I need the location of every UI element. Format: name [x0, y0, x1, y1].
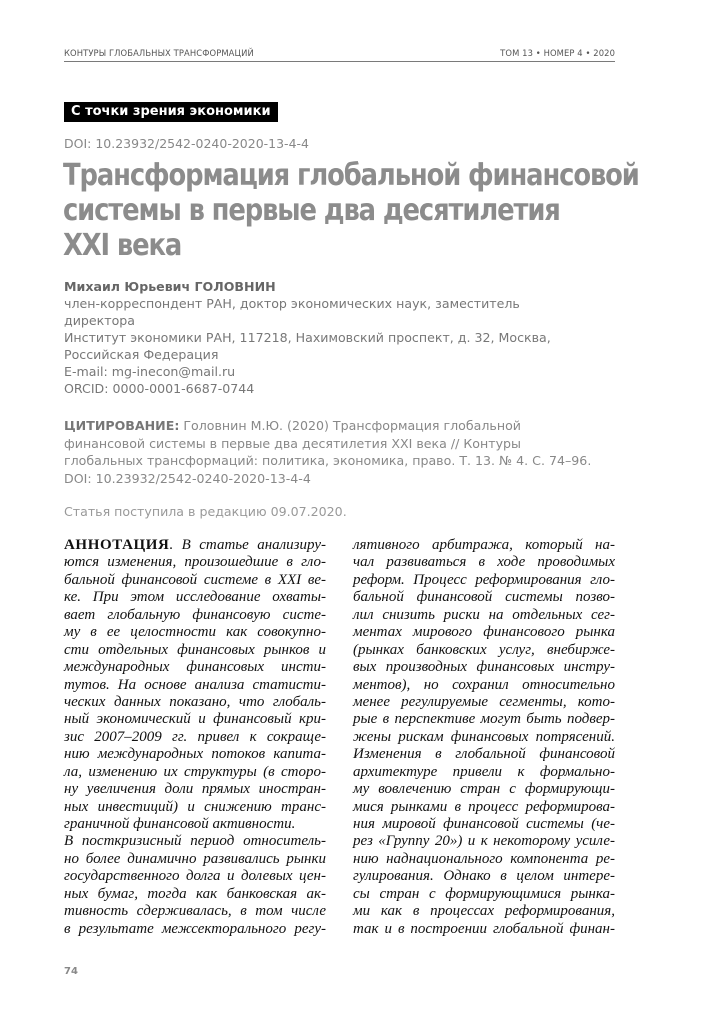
abstract-line: ных бумаг, тогда как банковская ак-: [64, 885, 326, 902]
abstract-column-right: [353, 537, 615, 938]
citation-line: глобальных трансформаций: политика, экономика, право. Т. 13. № 4. С. 74–96.: [64, 453, 592, 469]
abstract-line: рез «Группу 20») и к некоторому усиле-: [353, 833, 615, 850]
abstract-line: государственного долга и долевых цен-: [64, 868, 326, 885]
author-affiliation-line: директора: [64, 313, 135, 328]
doi: DOI: 10.23932/2542-0240-2020-13-4-4: [64, 136, 309, 151]
abstract-line: нию международных потоков капита-: [64, 746, 326, 763]
citation-doi: DOI: 10.23932/2542-0240-2020-13-4-4: [64, 471, 311, 487]
abstract-label: АННОТАЦИЯ: [64, 537, 170, 553]
citation-line: [64, 417, 624, 435]
abstract-line: ментов), но сохранил относительно: [353, 676, 615, 693]
received-date: Статья поступила в редакцию 09.07.2020.: [64, 504, 347, 519]
abstract-line: Изменения в глобальной финансовой: [353, 746, 615, 763]
abstract-text: . В статье анализиру-: [169, 537, 326, 553]
title-line: системы в первые два десятилетия: [63, 193, 560, 228]
abstract-line: но более динамично развивались рынки: [64, 850, 326, 867]
abstract-line: тивность сдерживалась, в том числе: [64, 903, 326, 920]
abstract-line: реформ. Процесс реформирования гло-: [353, 571, 615, 588]
author-affiliation-line: Российская Федерация: [64, 347, 219, 362]
abstract-line: ми как в процессах реформирования,: [353, 903, 615, 920]
abstract-line: В посткризисный период относитель-: [64, 833, 326, 850]
citation-block: [64, 417, 624, 488]
abstract-line: ческих данных показано, что глобаль-: [64, 693, 326, 710]
abstract-line: архитектуре привели к формально-: [353, 763, 615, 780]
article-title: [63, 158, 639, 263]
volume-issue: ТОМ 13 • НОМЕР 4 • 2020: [500, 48, 615, 58]
author-name: Михаил Юрьевич ГОЛОВНИН: [64, 279, 276, 294]
abstract-line: лятивного арбитража, который на-: [353, 537, 615, 553]
abstract-line: ке. При этом исследование охваты-: [64, 589, 326, 606]
author-affiliation-line: член-корреспондент РАН, доктор экономических наук, заместитель: [64, 296, 520, 311]
abstract-line: жены рискам финансовых потрясений.: [353, 728, 615, 745]
author-block: [64, 278, 604, 397]
running-head: [64, 47, 615, 62]
abstract-line: граничной финансовой активности.: [64, 816, 296, 832]
abstract-line: тутов. На основе анализа статисти-: [64, 676, 326, 693]
abstract-line: му вовлечению стран с формирующи-: [353, 781, 615, 798]
abstract-line: чал развиваться в ходе проводимых: [353, 554, 615, 571]
abstract-line: нию наднационального компонента ре-: [353, 850, 615, 867]
abstract-line: му в ее целостности как совокупно-: [64, 624, 326, 641]
abstract-line: гулирования. Однако в целом интере-: [353, 868, 615, 885]
abstract-line: ментах мирового финансового рынка: [353, 624, 615, 641]
abstract-line: зис 2007–2009 гг. привел к сокраще-: [64, 728, 326, 745]
abstract-line: рые в перспективе могут быть подвер-: [353, 711, 615, 728]
abstract-line: ных инвестиций) и снижению транс-: [64, 798, 326, 815]
citation-text: Головнин М.Ю. (2020) Трансформация глобальной: [179, 418, 521, 433]
abstract-line: (рынках банковских услуг, внебирже-: [353, 641, 615, 658]
abstract-line: ла, изменению их структуры (в сторо-: [64, 763, 326, 780]
abstract-line: ются изменения, произошедшие в гло-: [64, 554, 326, 571]
abstract-column-left: [64, 537, 326, 938]
author-email: E-mail: mg-inecon@mail.ru: [64, 364, 236, 379]
abstract-line: вает глобальную финансовую систе-: [64, 606, 326, 623]
abstract-line: сти отдельных финансовых рынков и: [64, 641, 326, 658]
abstract-line: ния мировой финансовой системы (че-: [353, 816, 615, 832]
citation-label: ЦИТИРОВАНИЕ:: [64, 418, 180, 433]
abstract-line: в результате межсекторального регу-: [64, 920, 326, 937]
abstract-line: менее регулируемые сегменты, кото-: [353, 693, 615, 710]
abstract-line: международных финансовых инсти-: [64, 659, 326, 676]
abstract-line: бальной финансовой системе в XXI ве-: [64, 571, 326, 588]
abstract-line: бальной финансовой системы позво-: [353, 589, 615, 606]
abstract-line: ный экономический и финансовый кри-: [64, 711, 326, 728]
abstract-line: вых производных финансовых инстру-: [353, 659, 615, 676]
title-line: Трансформация глобальной финансовой: [63, 158, 639, 193]
abstract-line: сы стран с формирующимися рынка-: [353, 885, 615, 902]
journal-name: КОНТУРЫ ГЛОБАЛЬНЫХ ТРАНСФОРМАЦИЙ: [64, 48, 254, 58]
abstract-line: ну увеличения доли прямых иностран-: [64, 781, 326, 798]
author-affiliation-line: Институт экономики РАН, 117218, Нахимовский проспект, д. 32, Москва,: [64, 330, 551, 345]
title-line: XXI века: [63, 228, 182, 263]
abstract-line: так и в построении глобальной финан-: [353, 920, 615, 937]
abstract-line: [64, 537, 326, 554]
section-label: С точки зрения экономики: [64, 102, 278, 122]
abstract-line: мися рынками в процесс реформирова-: [353, 798, 615, 815]
abstract-line: лил снизить риски на отдельных сег-: [353, 606, 615, 623]
author-orcid: ORCID: 0000-0001-6687-0744: [64, 381, 255, 396]
citation-line: финансовой системы в первые два десятилетия XXI века // Контуры: [64, 435, 521, 451]
page-number: 74: [64, 966, 78, 977]
